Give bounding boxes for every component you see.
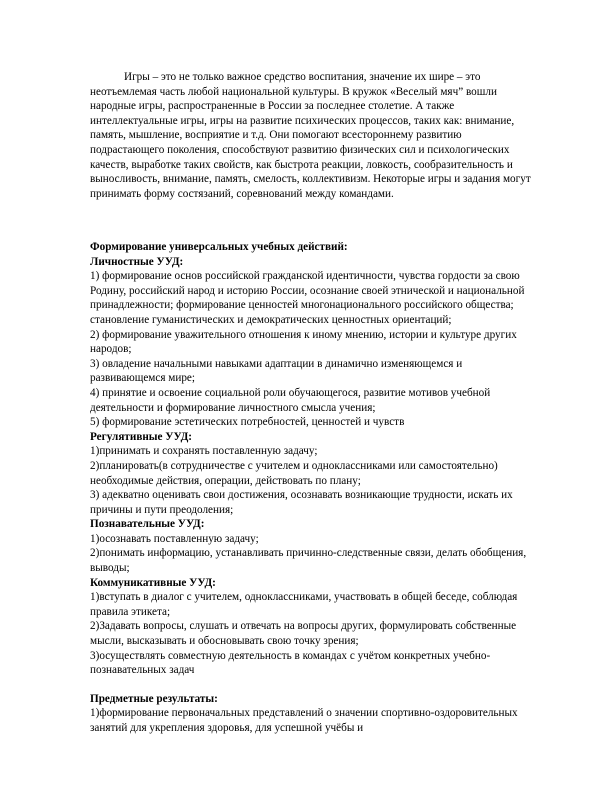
communicative-uud-item: 3)осуществлять совместную деятельность в командах с учётом конкретных учебно-познавательных задач <box>90 649 491 677</box>
cognitive-uud-item: 1)осознавать поставленную задачу; <box>90 532 259 545</box>
communicative-uud-item: 1)вступать в диалог с учителем, одноклассниками, участвовать в общей беседе, соблюдая правила этикета; <box>90 591 518 618</box>
regulatory-uud-title: Регулятивные УУД: <box>90 430 193 443</box>
intro-paragraph: Игры – это не только важное средство воспитания, значение их шире – это неотъемлемая часть любой национальной культуры. В кружок «Веселый мяч” вошли народные игры, распространенные в России за последнее столетие. А также интеллектуальные игры, игры на развитие психических процессов, таких как: внимание, память, мышление, восприятие и т.д. Они помогают всестороннему развитию подрастающего поколения, способствуют развитию физических сил и психологических качеств, выработке таких свойств, как быстрота реакции, ловкость, сообразительность и выносливость, внимание, память, смелость, коллективизм. Некоторые игры и задания могут принимать форму состязаний, соревнований между командами. <box>90 71 531 200</box>
subject-results-title: Предметные результаты: <box>90 692 218 705</box>
communicative-uud-item: 2)Задавать вопросы, слушать и отвечать на вопросы других, формулировать собственные мысли, высказывать и обосновывать свою точку зрения; <box>90 620 517 648</box>
communicative-uud-title: Коммуникативные УУД: <box>90 576 216 589</box>
cognitive-uud-item: 2)понимать информацию, устанавливать причинно-следственные связи, делать обобщения, выводы; <box>90 547 527 575</box>
personal-uud-item: 2) формирование уважительного отношения к иному мнению, истории и культуре других народов; <box>90 328 517 356</box>
section-heading: Формирование универсальных учебных действий: <box>90 241 348 253</box>
personal-uud-title: Личностные УУД: <box>90 255 184 268</box>
personal-uud-item: 4) принятие и освоение социальной роли обучающегося, развитие мотивов учебной деятельности и формирование личностного смысла учения; <box>90 386 491 414</box>
personal-uud-item: 5) формирование эстетических потребностей, ценностей и чувств <box>90 416 405 429</box>
spacer <box>90 678 532 692</box>
personal-uud-item: 3) овладение начальными навыками адаптации в динамично изменяющемся и развивающемся мире; <box>90 357 463 385</box>
regulatory-uud-item: 2)планировать(в сотрудничестве с учителем и одноклассниками или самостоятельно) необходимые действия, операции, действовать по плану; <box>90 459 498 487</box>
personal-uud-item: 1) формирование основ российской гражданской идентичности, чувства гордости за свою Родину, российский народ и историю России, осознание своей этнической и национальной принадлежности; формирование ценностей многонационального российского общества; становление гуманистических и демократических ценностных ориентаций; <box>90 270 525 326</box>
uud-section <box>90 240 532 736</box>
regulatory-uud-item: 1)принимать и сохранять поставленную задачу; <box>90 445 318 458</box>
subject-results-item: 1)формирование первоначальных представлений о значении спортивно-оздоровительных занятий для укрепления здоровья, для успешной учёбы и <box>90 707 518 734</box>
cognitive-uud-title: Познавательные УУД: <box>90 518 205 531</box>
regulatory-uud-item: 3) адекватно оценивать свои достижения, осознавать возникающие трудности, искать их причины и пути преодоления; <box>90 489 513 516</box>
